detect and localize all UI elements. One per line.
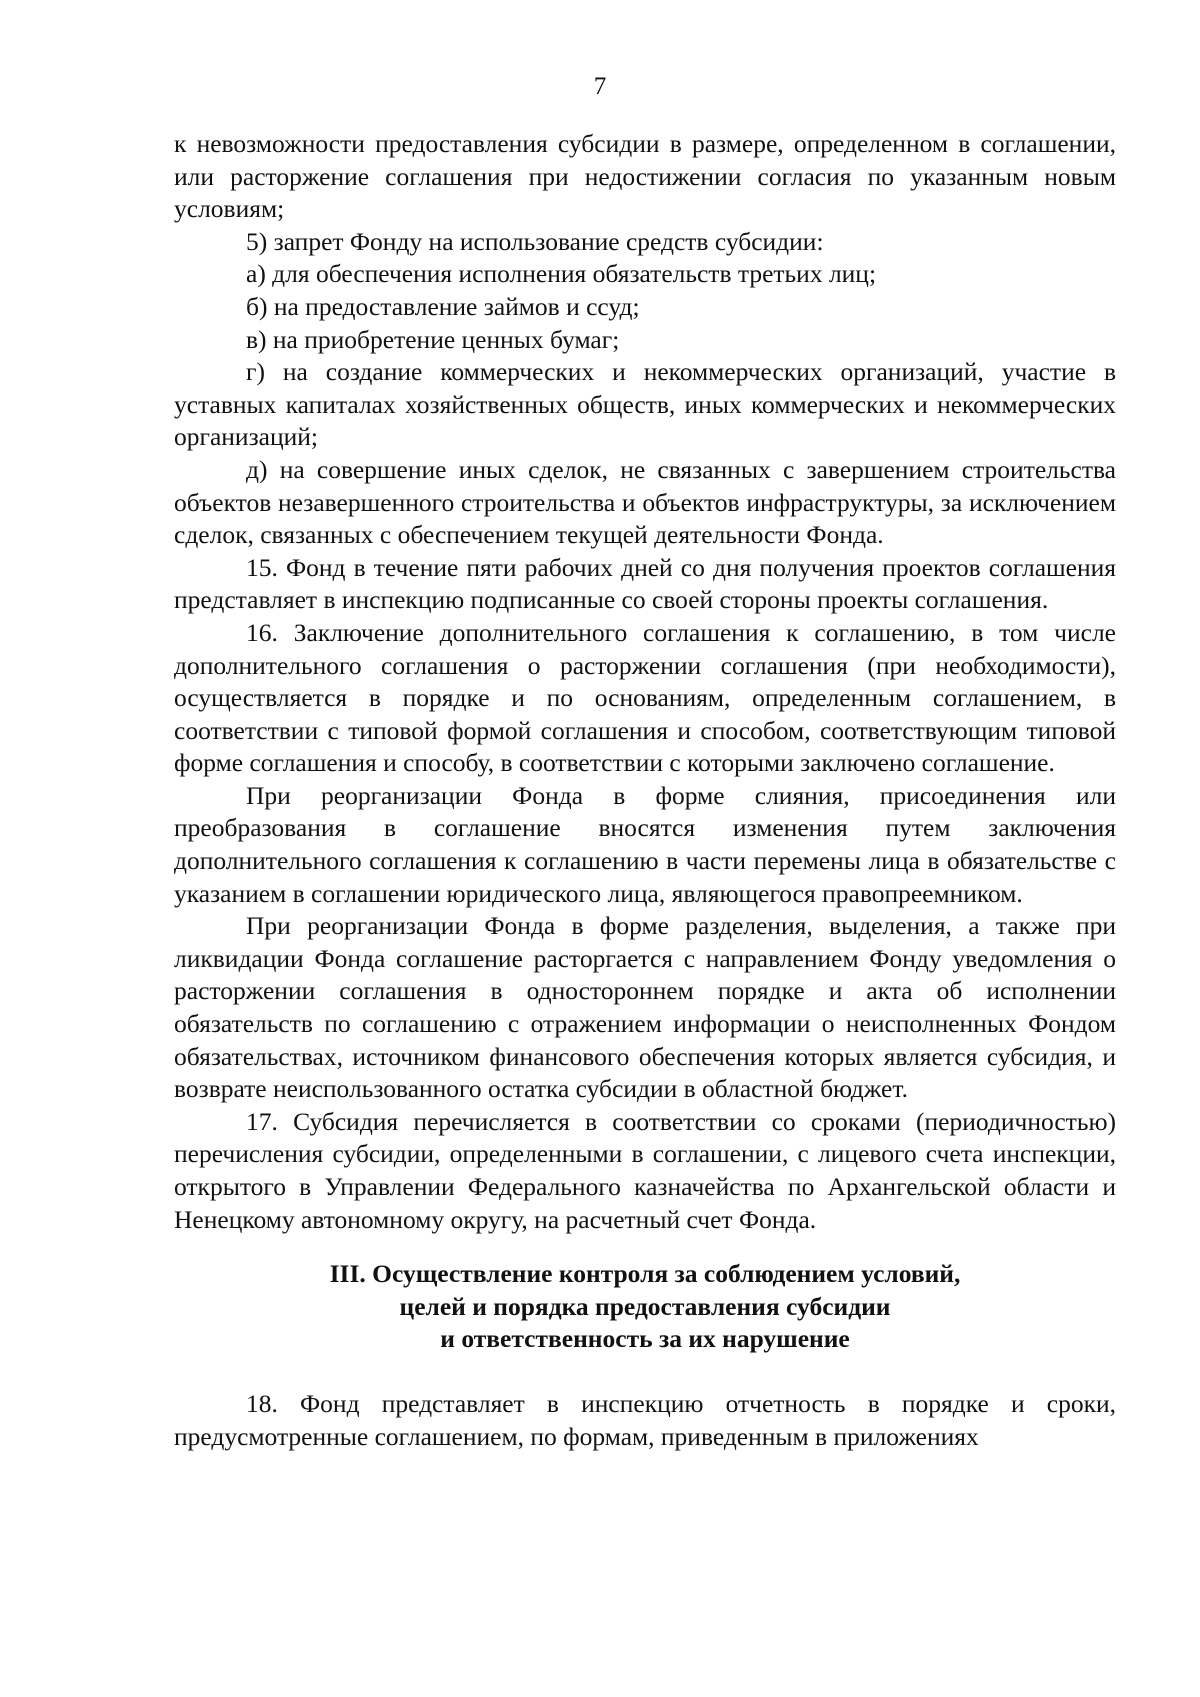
section-heading (174, 1258, 1116, 1356)
paragraph-subitem-d: д) на совершение иных сделок, не связанных с завершением строительства объектов незавершенного строительства и объектов инфраструктуры, за исключением сделок, связанных с обеспечением текущей деятельности Фонда. (174, 454, 1116, 550)
paragraph-15: 15. Фонд в течение пяти рабочих дней со дня получения проектов соглашения представляет в инспекцию подписанные со своей стороны проекты соглашения. (174, 552, 1116, 615)
paragraph-subitem-b: б) на предоставление займов и ссуд; (246, 291, 640, 321)
section-heading-line-3: и ответственность за их нарушение (440, 1324, 850, 1354)
document-body (174, 128, 1116, 1453)
section-heading-line-2: целей и порядка предоставления субсидии (399, 1291, 891, 1321)
paragraph-subitem-a: а) для обеспечения исполнения обязательств третьих лиц; (246, 259, 877, 289)
paragraph-subitem-g: г) на создание коммерческих и некоммерческих организаций, участие в уставных капиталах хозяйственных обществ, иных коммерческих и некоммерческих организаций; (174, 357, 1116, 452)
paragraph-reorganization-merger: При реорганизации Фонда в форме слияния, присоединения или преобразования в соглашение вносятся изменения путем заключения дополнительного соглашения к соглашению в части перемены лица в обязательстве с указанием в соглашении юридического лица, являющегося правопреемником. (174, 780, 1116, 908)
page-number: 7 (593, 73, 607, 100)
paragraph-continuation: к невозможности предоставления субсидии в размере, определенном в соглашении, или расторжение соглашения при недостижении согласия по указанным новым условиям; (174, 129, 1116, 224)
paragraph-subitem-v: в) на приобретение ценных бумаг; (246, 324, 620, 354)
paragraph-item-5: 5) запрет Фонду на использование средств субсидии: (246, 226, 824, 256)
section-heading-line-1: III. Осуществление контроля за соблюдением условий, (329, 1259, 961, 1289)
paragraph-18: 18. Фонд представляет в инспекцию отчетность в порядке и сроки, предусмотренные соглашением, по формам, приведенным в приложениях (174, 1388, 1116, 1451)
paragraph-16: 16. Заключение дополнительного соглашения к соглашению, в том числе дополнительного соглашения о расторжении соглашения (при необходимости), осуществляется в порядке и по основаниям, определенным соглашением, в соответствии с типовой формой соглашения и способом, соответствующим типовой форме соглашения и способу, в соответствии с которыми заключено соглашение. (174, 617, 1116, 778)
paragraph-reorganization-division: При реорганизации Фонда в форме разделения, выделения, а также при ликвидации Фонда соглашение расторгается с направлением Фонду уведомления о расторжении соглашения в одностороннем порядке и акта об исполнении обязательств по соглашению с отражением информации о неисполненных Фондом обязательствах, источником финансового обеспечения которых является субсидия, и возврате неиспользованного остатка субсидии в областной бюджет. (174, 911, 1116, 1104)
paragraph-17: 17. Субсидия перечисляется в соответствии со сроками (периодичностью) перечисления субсидии, определенными в соглашении, с лицевого счета инспекции, открытого в Управлении Федерального казначейства по Архангельской области и Ненецкому автономному округу, на расчетный счет Фонда. (174, 1106, 1116, 1234)
